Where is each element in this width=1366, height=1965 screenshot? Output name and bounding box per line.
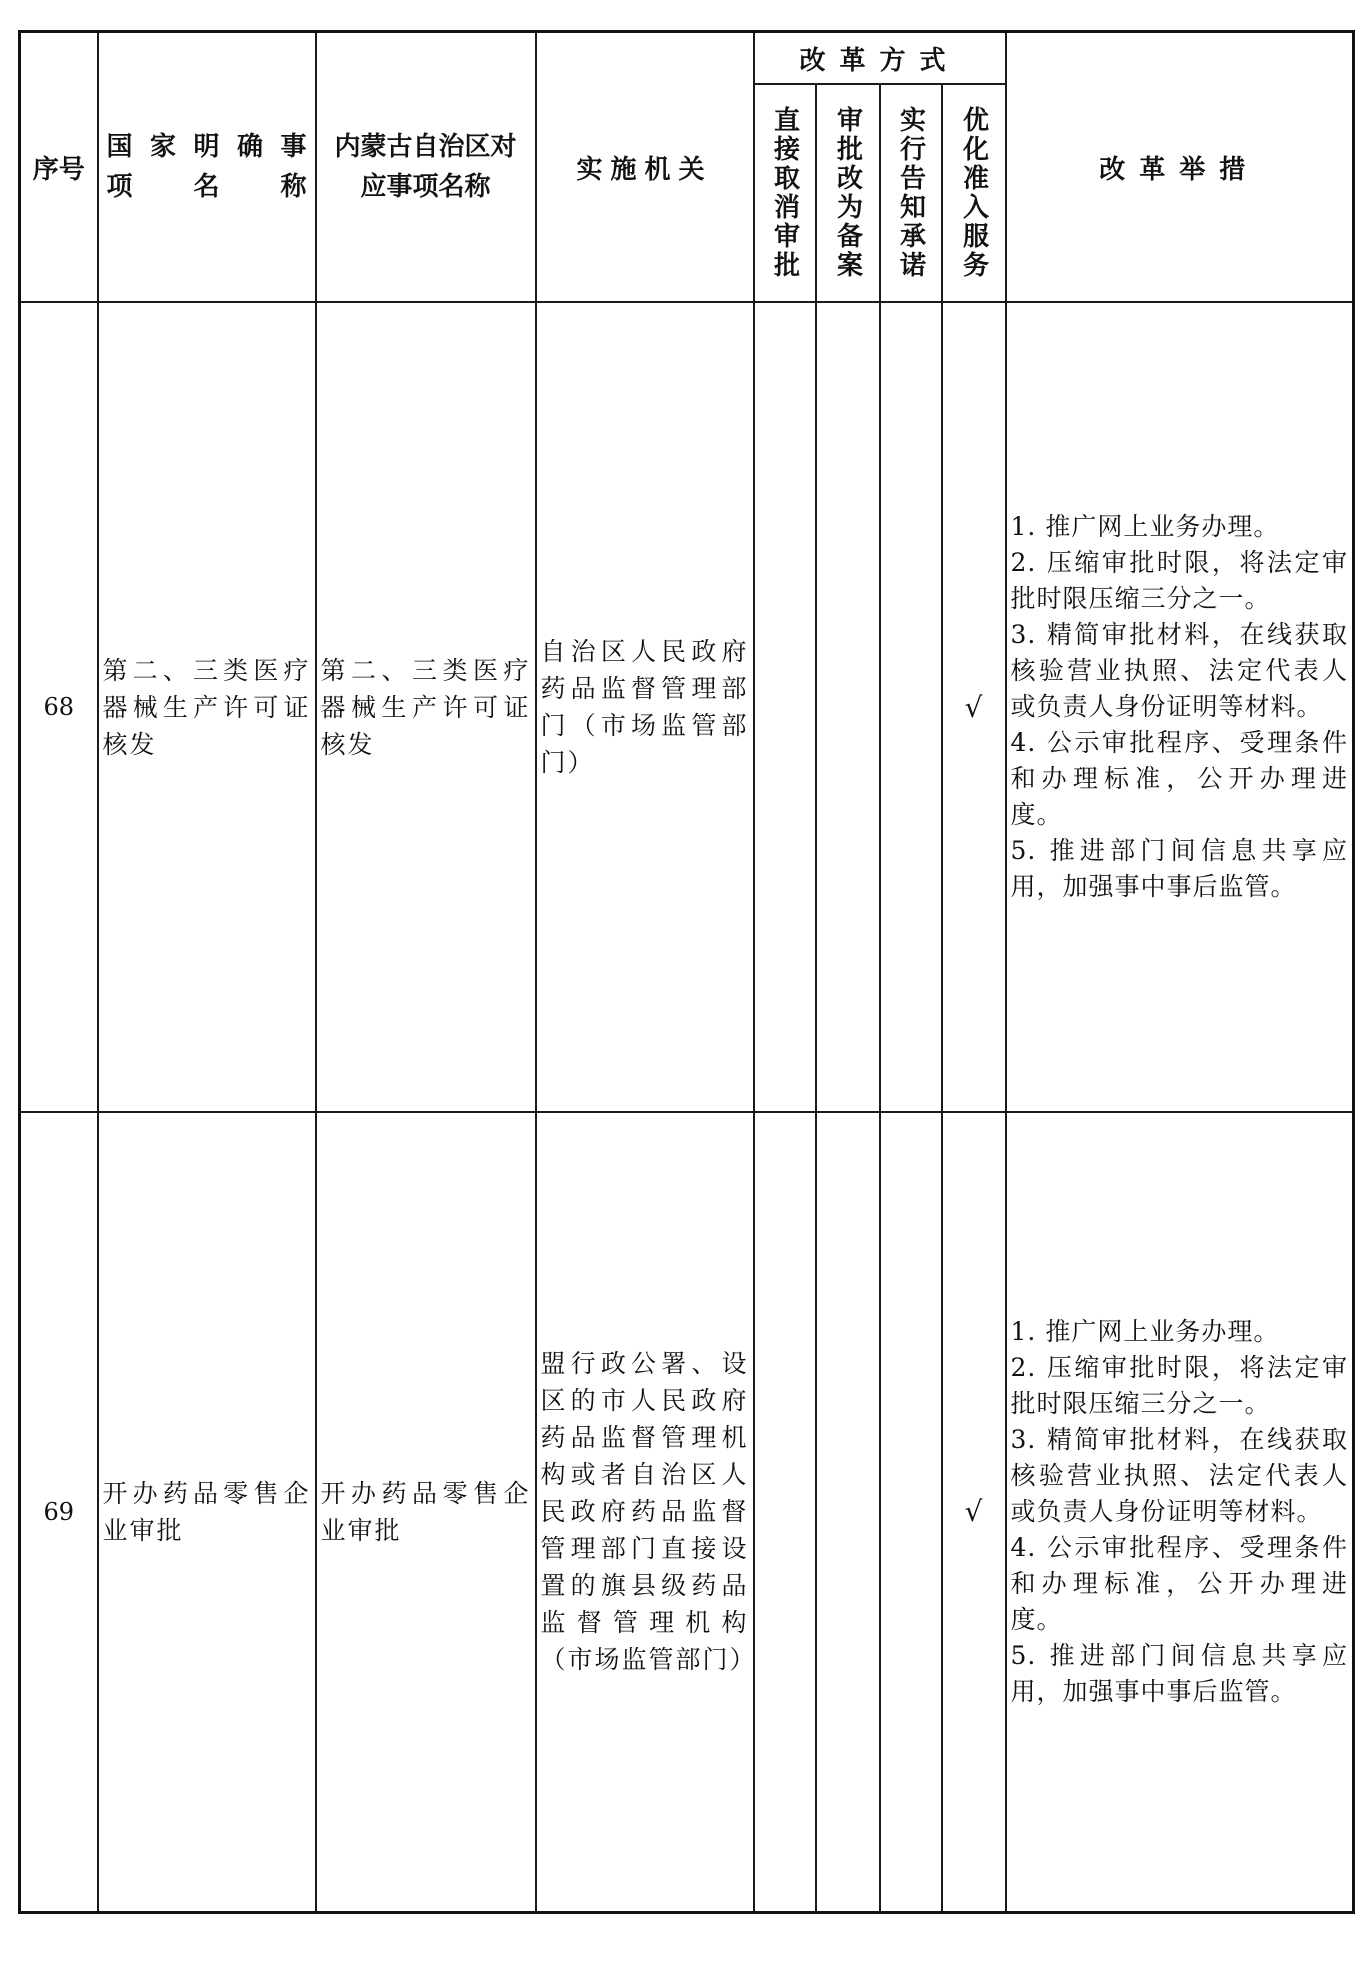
- measure-item: 5. 推进部门间信息共享应用，加强事中事后监管。: [1010, 836, 1349, 901]
- header-method-record: 审批改为备案: [816, 84, 880, 302]
- header-measures: 改革举措: [1006, 32, 1354, 303]
- row-agency: 盟行政公署、设区的市人民政府药品监督管理机构或者自治区人民政府药品监督管理部门直接设置的旗县级药品监督管理机构（市场监管部门）: [536, 1112, 754, 1912]
- reform-table: [18, 30, 1355, 1914]
- row-check-mark: √: [942, 1112, 1006, 1912]
- header-reform-method: 改革方式: [754, 32, 1006, 85]
- row-national-item: 开办药品零售企业审批: [98, 1112, 316, 1912]
- row-national-item: 第二、三类医疗器械生产许可证核发: [98, 302, 316, 1112]
- page: [18, 30, 1355, 1914]
- table-row: [20, 302, 1354, 1112]
- row-method-record: [816, 302, 880, 1112]
- row-method-commitment: [880, 1112, 942, 1912]
- measure-item: 4. 公示审批程序、受理条件和办理标准，公开办理进度。: [1010, 728, 1349, 829]
- measure-item: 4. 公示审批程序、受理条件和办理标准，公开办理进度。: [1010, 1532, 1349, 1634]
- row-seq: 69: [20, 1112, 98, 1912]
- row-method-commitment: [880, 302, 942, 1112]
- row-region-item: 开办药品零售企业审批: [316, 1112, 536, 1912]
- row-method-cancel: [754, 1112, 816, 1912]
- measure-item: 2. 压缩审批时限，将法定审批时限压缩三分之一。: [1010, 1352, 1349, 1418]
- header-method-cancel: 直接取消审批: [754, 84, 816, 302]
- header-method-commitment: 实行告知承诺: [880, 84, 942, 302]
- header-national-item: 国 家 明 确 事 项 名 称: [98, 32, 316, 303]
- row-method-record: [816, 1112, 880, 1912]
- header-agency: 实施机关: [536, 32, 754, 303]
- table-row: [20, 1112, 1354, 1912]
- measure-item: 1. 推广网上业务办理。: [1010, 1316, 1280, 1346]
- row-seq: 68: [20, 302, 98, 1112]
- row-region-item: 第二、三类医疗器械生产许可证核发: [316, 302, 536, 1112]
- measure-item: 3. 精简审批材料，在线获取核验营业执照、法定代表人或负责人身份证明等材料。: [1010, 1424, 1349, 1526]
- row-check-mark: √: [942, 302, 1006, 1112]
- row-agency: 自治区人民政府药品监督管理部门（市场监管部门）: [536, 302, 754, 1112]
- measure-item: 2. 压缩审批时限，将法定审批时限压缩三分之一。: [1010, 548, 1349, 613]
- header-method-optimize: 优化准入服务: [942, 84, 1006, 302]
- header-seq: 序号: [20, 32, 98, 303]
- measure-item: 3. 精简审批材料，在线获取核验营业执照、法定代表人或负责人身份证明等材料。: [1010, 620, 1349, 721]
- measure-item: 1. 推广网上业务办理。: [1010, 512, 1280, 541]
- row-measures: [1006, 1112, 1354, 1912]
- row-method-cancel: [754, 302, 816, 1112]
- row-measures: [1006, 302, 1354, 1112]
- measure-item: 5. 推进部门间信息共享应用，加强事中事后监管。: [1010, 1640, 1349, 1706]
- header-region-item: 内蒙古自治区对应事项名称: [316, 32, 536, 303]
